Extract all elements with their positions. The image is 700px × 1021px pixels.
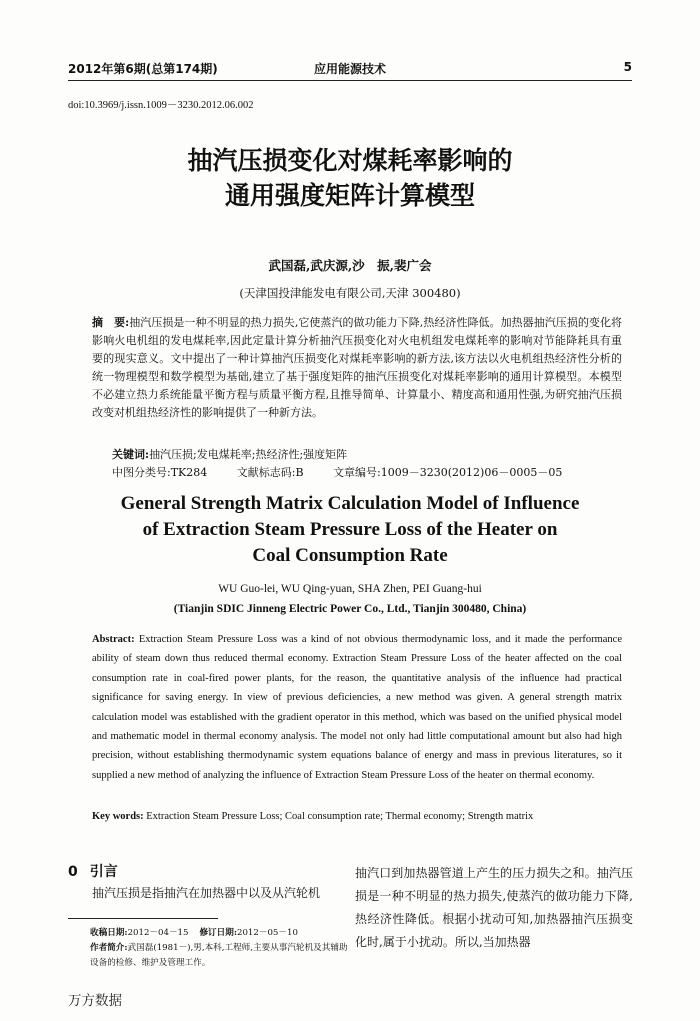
chinese-keywords-text: 抽汽压损;发电煤耗率;热经济性;强度矩阵 — [149, 448, 348, 461]
document-code: 文献标志码:B — [236, 466, 304, 479]
chinese-keywords — [112, 446, 622, 463]
english-keywords — [92, 807, 622, 826]
section-title: 引言 — [89, 864, 118, 880]
author-bio-label: 作者简介: — [90, 943, 128, 953]
chinese-title — [68, 143, 632, 213]
english-authors: WU Guo-lei, WU Qing-yuan, SHA Zhen, PEI Guang-hui — [218, 583, 482, 595]
journal-name: 应用能源技术 — [313, 62, 386, 76]
clc-number: 中图分类号:TK284 — [112, 466, 208, 479]
received-label: 收稿日期: — [90, 928, 128, 938]
page-number: 5 — [623, 60, 632, 74]
article-number: 文章编号:1009－3230(2012)06－0005－05 — [333, 466, 563, 479]
chinese-abstract-text: 抽汽压损是一种不明显的热力损失,它使蒸汽的做功能力下降,热经济性降低。加热器抽汽压损的变化将影响火电机组的发电煤耗率,因此定量计算分析抽汽压损变化对火电机组发电煤耗率的影响对节能降耗具有重要的现实意义。文中提出了一种计算抽汽压损变化对煤耗率影响的新方法,该方法以火电机组热经济性分析的统一物理模型和数学模型为基础,建立了基于强度矩阵的抽汽压损变化对煤耗率影响的通用计算模型。本模型不必建立热力系统能量平衡方程与质量平衡方程,且推导简单、计算量小、精度高和通用性强,为研究抽汽压损改变对机组热经济性的影响提供了一种新方法。 — [92, 316, 622, 419]
running-header — [68, 58, 632, 81]
section-number: 0 — [68, 864, 78, 880]
chinese-title-line-1: 抽汽压损变化对煤耗率影响的 — [187, 146, 513, 175]
revised-label: 修订日期: — [199, 928, 237, 938]
left-column — [68, 861, 338, 905]
footnote — [90, 926, 350, 971]
chinese-keywords-label: 关键词: — [112, 448, 150, 461]
english-title-line-3: Coal Consumption Rate — [252, 545, 448, 566]
chinese-abstract-label: 摘 要: — [92, 316, 130, 329]
right-column-text: 抽汽口到加热器管道上产生的压力损失之和。抽汽压损是一种不明显的热力损失,使蒸汽的做功能力下降,热经济性降低。根据小扰动可知,加热器抽汽压损变化时,属于小扰动。所以,当加热器 — [355, 866, 633, 949]
footnote-divider — [68, 918, 218, 919]
footnote-author — [90, 941, 350, 971]
english-title — [68, 491, 632, 569]
chinese-affiliation: (天津国投津能发电有限公司,天津 300480) — [239, 286, 461, 300]
left-column-text: 抽汽压损是指抽汽在加热器中以及从汽轮机 — [92, 886, 321, 900]
doi: doi:10.3969/j.issn.1009－3230.2012.06.002 — [68, 100, 254, 111]
watermark: 万方数据 — [68, 993, 122, 1009]
chinese-authors: 武国磊,武庆源,沙 振,裴广会 — [268, 258, 432, 273]
english-abstract-label: Abstract: — [92, 634, 135, 645]
chinese-abstract — [92, 314, 622, 422]
section-heading — [68, 861, 338, 881]
english-affiliation: (Tianjin SDIC Jinneng Electric Power Co., Ltd., Tianjin 300480, China) — [173, 603, 527, 615]
english-abstract — [92, 630, 622, 785]
chinese-title-line-2: 通用强度矩阵计算模型 — [224, 181, 475, 210]
english-abstract-text: Extraction Steam Pressure Loss was a kind of not obvious thermodynamic loss, and it made the performance ability of steam down thus reduced thermal economy. Extraction Steam Pressure Loss of the heater affected on the coal consumption rate in coal-fired power plants, for the reason, the quantitative analysis of the influence had practical significance for saving energy. In view of previous deficiencies, a new method was given. A general strength matrix calculation model was established with the gradient operator in this method, which was based on the unified physical model and mathematic model in thermal economy analysis. The model not only had little computational amount but also had high precision, without establishing thermodynamic system equations balance of energy and mass in previous literatures, so it supplied a new method of analyzing the influence of Extraction Steam Pressure Loss of the heater on thermal economy. — [92, 634, 622, 781]
revised-date: 2012－05－10 — [237, 928, 298, 938]
english-title-line-1: General Strength Matrix Calculation Model of Influence — [120, 493, 580, 514]
classification-line — [112, 464, 630, 481]
received-date: 2012－04－15 — [127, 928, 189, 938]
author-bio: 武国磊(1981－),男,本科,工程师,主要从事汽轮机及其辅助设备的检修、维护及管理工作。 — [90, 943, 348, 968]
english-keywords-text: Extraction Steam Pressure Loss; Coal consumption rate; Thermal economy; Strength matrix — [143, 811, 534, 822]
english-keywords-label: Key words: — [92, 811, 144, 822]
footnote-dates — [90, 926, 350, 941]
english-title-line-2: of Extraction Steam Pressure Loss of the Heater on — [142, 519, 558, 540]
issue-info: 2012年第6期(总第174期) — [68, 62, 218, 76]
